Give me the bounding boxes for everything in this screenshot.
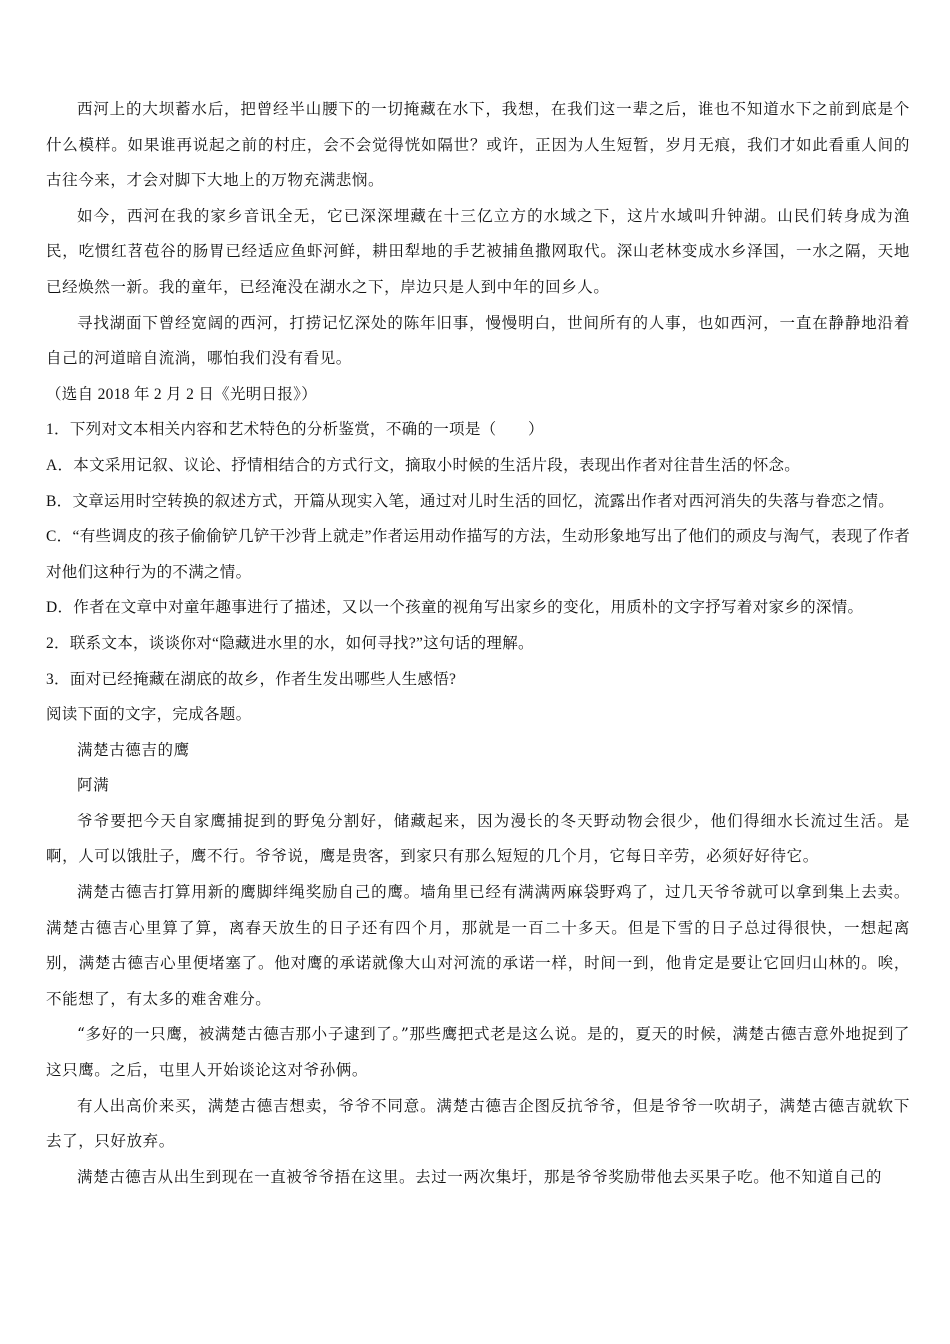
passage-one-paragraph: 寻找湖面下曾经宽阔的西河，打捞记忆深处的陈年旧事，慢慢明白，世间所有的人事，也如西河，一直在静静地沿着自己的河道暗自流淌，哪怕我们没有看见。 (46, 313, 910, 368)
passage-source: （选自 2018 年 2 月 2 日《光明日报》） (46, 385, 318, 403)
passage-two-paragraph: 满楚古德吉打算用新的鹰脚绊绳奖励自己的鹰。墙角里已经有满满两麻袋野鸡了，过几天爷爷就可以拿到集上去卖。满楚古德吉心里算了算，离春天放生的日子还有四个月，那就是一百二十多天。但是下雪的日子总过得很快，一想起离别，满楚古德吉心里便堵塞了。他对鹰的承诺就像大山对河流的承诺一样，时间一到，他肯定是要让它回归山林的。唉，不能想了，有太多的难舍难分。 (46, 883, 910, 1008)
option-c: C．“有些调皮的孩子偷偷铲几铲干沙背上就走”作者运用动作描写的方法，生动形象地写出了他们的顽皮与淘气，表现了作者对他们这种行为的不满之情。 (46, 528, 910, 581)
option-d: D．作者在文章中对童年趣事进行了描述，又以一个孩童的视角写出家乡的变化，用质朴的文字抒写着对家乡的深情。 (46, 599, 864, 617)
question-1: 1．下列对文本相关内容和艺术特色的分析鉴赏，不确的一项是（ ） (46, 421, 544, 439)
passage-two-paragraph: “多好的一只鹰，被满楚古德吉那小子逮到了。”那些鹰把式老是这么说。是的，夏天的时候，满楚古德吉意外地捉到了这只鹰。之后，屯里人开始谈论这对爷孙俩。 (46, 1025, 910, 1080)
document-page (46, 92, 910, 1195)
question-2: 2．联系文本，谈谈你对“隐藏进水里的水，如何寻找?”这句话的理解。 (46, 634, 534, 652)
question-block (46, 412, 910, 697)
option-a: A．本文采用记叙、议论、抒情相结合的方式行文，摘取小时候的生活片段，表现出作者对往昔生活的怀念。 (46, 456, 801, 474)
passage-one-paragraph: 如今，西河在我的家乡音讯全无，它已深深埋藏在十三亿立方的水域之下，这片水域叫升钟湖。山民们转身成为渔民，吃惯红苕苞谷的肠胃已经适应鱼虾河鲜，耕田犁地的手艺被捕鱼撒网取代。深山老林变成水乡泽国，一水之隔，天地已经焕然一新。我的童年，已经淹没在湖水之下，岸边只是人到中年的回乡人。 (46, 206, 910, 296)
passage-two-paragraph: 爷爷要把今天自家鹰捕捉到的野兔分割好，储藏起来，因为漫长的冬天野动物会很少，他们得细水长流过生活。是啊，人可以饿肚子，鹰不行。爷爷说，鹰是贵客，到家只有那么短短的几个月，它每日辛劳，必须好好待它。 (46, 811, 910, 866)
passage-two (46, 697, 910, 1195)
passage-one (46, 92, 910, 412)
reading-instruction: 阅读下面的文字，完成各题。 (46, 706, 252, 724)
passage-two-paragraph: 满楚古德吉从出生到现在一直被爷爷捂在这里。去过一两次集圩，那是爷爷奖励带他去买果子吃。他不知道自己的 (77, 1167, 883, 1186)
question-3: 3．面对已经掩藏在湖底的故乡，作者生发出哪些人生感悟? (46, 670, 457, 688)
passage-title: 满楚古德吉的鹰 (77, 740, 190, 759)
passage-one-paragraph: 西河上的大坝蓄水后，把曾经半山腰下的一切掩藏在水下，我想，在我们这一辈之后，谁也不知道水下之前到底是个什么模样。如果谁再说起之前的村庄，会不会觉得恍如隔世？或许，正因为人生短暂，岁月无痕，我们才如此看重人间的古往今来，才会对脚下大地上的万物充满悲悯。 (46, 100, 910, 190)
passage-author: 阿满 (77, 776, 110, 795)
passage-two-paragraph: 有人出高价来买，满楚古德吉想卖，爷爷不同意。满楚古德吉企图反抗爷爷，但是爷爷一吹胡子，满楚古德吉就软下去了，只好放弃。 (46, 1096, 910, 1151)
option-b: B．文章运用时空转换的叙述方式，开篇从现实入笔，通过对儿时生活的回忆，流露出作者对西河消失的失落与眷恋之情。 (46, 492, 895, 510)
